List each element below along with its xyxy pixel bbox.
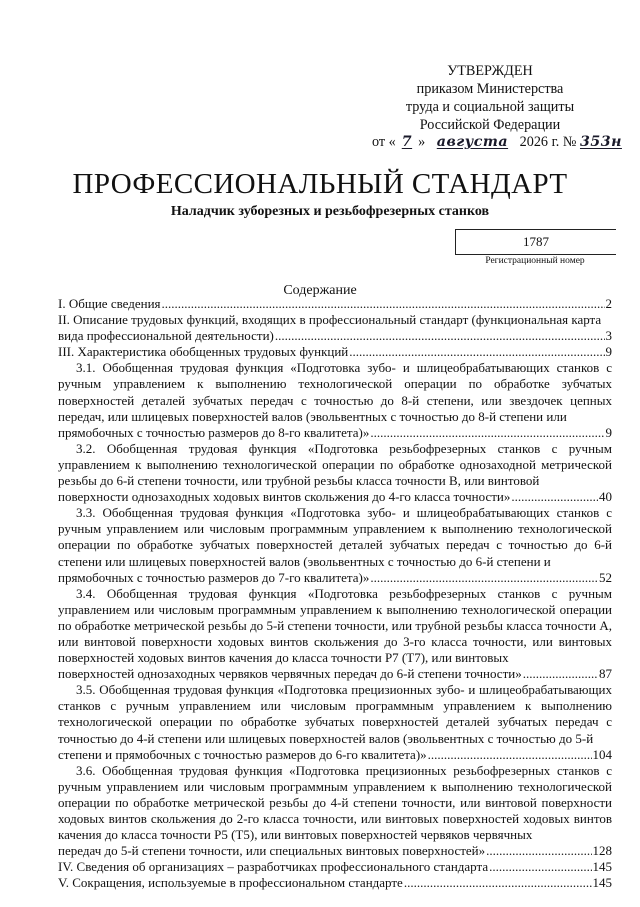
date-day: 7 [401,134,413,150]
date-prefix: от « [372,134,396,150]
toc-page-number: 2 [605,296,612,311]
toc-entry[interactable] [58,312,612,344]
toc-entry-last-line: вида профессиональной деятельности) [58,328,274,344]
approval-line-3: Российской Федерации [419,117,561,133]
approval-line-2: труда и социальной защиты [405,99,575,115]
toc-entry[interactable] [58,441,612,505]
toc-entry-text: 3.1. Обобщенная трудовая функция «Подготовка зубо- и шлицеобрабатывающих станков с ручным управлением к выполнению технологической операции по обработке зубчатых поверхностей деталей зубчатых передач с точностью до 8-й степени, или звездочек цепных передач, или шлицевых поверхностей валов (эвольвентных с точностью до 8-й степени или [58,360,612,424]
toc-page-number: 87 [599,666,612,682]
toc-leader-dots [511,489,598,505]
approval-heading: УТВЕРЖДЕН [447,63,533,79]
toc-leader-dots [486,843,591,859]
toc-entry-text: 3.4. Обобщенная трудовая функция «Подготовка резьбофрезерных станков с ручным управлением или числовым программным управлением к выполнению технологической операции по обработке метрической резьбы до 5-й степени точности, или трубной резьбы класса точности А, или винтовой поверхности ходовых винтов скольжения до 3-го класса точности, или винтовых поверхностей ходовых винтов качения до класса точности Р7 (Т7), или винтовых [58,585,612,666]
toc-leader-dots [275,328,605,344]
toc-entry-last-line: прямобочных с точностью размеров до 8-го квалитета)» [58,424,370,440]
toc-leader-dots [162,296,605,312]
order-number: 353н [579,134,622,150]
toc-heading: Содержание [283,283,357,298]
toc-entry-last-line: прямобочных с точностью размеров до 7-го квалитета)» [58,569,370,585]
toc-entry-last-line: V. Сокращения, используемые в профессиональном стандарте [58,875,403,891]
toc-leader-dots [370,570,598,586]
toc-entry-text: 3.5. Обобщенная трудовая функция «Подготовка прецизионных зубо- и шлицеобрабатывающих станков с ручным управлением или числовым программным управлением к выполнению технологической операции по обработке зубчатых поверхностей деталей зубчатых передач с точностью до 4-й степени или шлицевых поверхностей валов (эвольвентных с точностью до 5-й [58,682,612,746]
toc-entry-text: II. Описание трудовых функций, входящих в профессиональный стандарт (функциональная карта [58,312,602,328]
toc-page-number: 145 [592,875,612,891]
toc-page-number: 52 [599,569,612,585]
approval-line-1: приказом Министерства [416,81,564,97]
table-of-contents [58,296,612,891]
document-title: ПРОФЕССИОНАЛЬНЫЙ СТАНДАРТ [72,168,568,200]
registration-label: Регистрационный номер [485,256,585,266]
toc-leader-dots [523,666,598,682]
toc-leader-dots [404,875,592,891]
toc-entry-last-line: степени и прямобочных с точностью размеров до 6-го квалитета)» [58,746,427,762]
toc-entry[interactable] [58,296,612,312]
toc-leader-dots [428,747,592,763]
approval-date [372,134,622,151]
toc-entry[interactable] [58,505,612,585]
toc-entry-text: 3.2. Обобщенная трудовая функция «Подготовка резьбофрезерных станков с ручным управлением к выполнению технологической операции по обработке однозаходной метрической резьбы до 6-й степени точности, или трубной резьбы класса точности В, или винтовой [58,440,612,489]
toc-page-number: 104 [592,746,612,762]
toc-entry-last-line: передач до 5-й степени точности, или специальных винтовых поверхностей» [58,843,486,859]
toc-page-number: 128 [592,843,612,859]
toc-entry[interactable] [58,344,612,360]
toc-entry[interactable] [58,360,612,440]
toc-entry-last-line: III. Характеристика обобщенных трудовых функций [58,344,349,360]
date-mid: » [418,134,426,150]
registration-number: 1787 [455,229,616,255]
toc-entry-text: 3.6. Обобщенная трудовая функция «Подготовка прецизионных резьбофрезерных станков с ручным управлением или числовым программным управлением к выполнению технологической операции по обработке метрической резьбы до 4-й степени точности, или винтовой поверхности ходовых винтов скольжения до 2-го класса точности, или винтовых поверхностей ходовых винтов качения до класса точности Р5 (Т5), или винтовых поверхностей червяков червячных [58,762,612,843]
date-month: августа [436,134,509,150]
toc-entry-last-line: I. Общие сведения [58,296,161,311]
toc-page-number: 9 [605,344,612,360]
toc-entry-last-line: IV. Сведения об организациях – разработчиках профессионального стандарта [58,859,489,875]
approval-block [380,62,600,134]
toc-entry[interactable] [58,763,612,860]
toc-entry[interactable] [58,875,612,891]
toc-entry[interactable] [58,859,612,875]
toc-entry-last-line: поверхностей однозаходных червяков червячных передач до 6-й степени точности» [58,666,522,682]
toc-entry-last-line: поверхности однозаходных ходовых винтов скольжения до 4-го класса точности» [58,489,511,505]
date-year: 2026 г. № [519,134,577,150]
document-subtitle: Наладчик зуборезных и резьбофрезерных станков [170,204,490,219]
toc-leader-dots [370,425,604,441]
toc-entry[interactable] [58,682,612,762]
toc-page-number: 145 [592,859,612,875]
toc-leader-dots [489,859,591,875]
toc-page-number: 40 [599,489,612,505]
toc-entry-text: 3.3. Обобщенная трудовая функция «Подготовка зубо- и шлицеобрабатывающих станков с ручным управлением или числовым программным управлением к выполнению технологической операции по обработке зубчатых поверхностей деталей зубчатых передач с точностью до 6-й степени или шлицевых поверхностей валов (эвольвентных с точностью до 6-й степени и [58,505,612,569]
toc-leader-dots [349,344,604,360]
toc-page-number: 9 [605,424,612,440]
toc-page-number: 3 [605,328,612,344]
toc-entry[interactable] [58,586,612,683]
